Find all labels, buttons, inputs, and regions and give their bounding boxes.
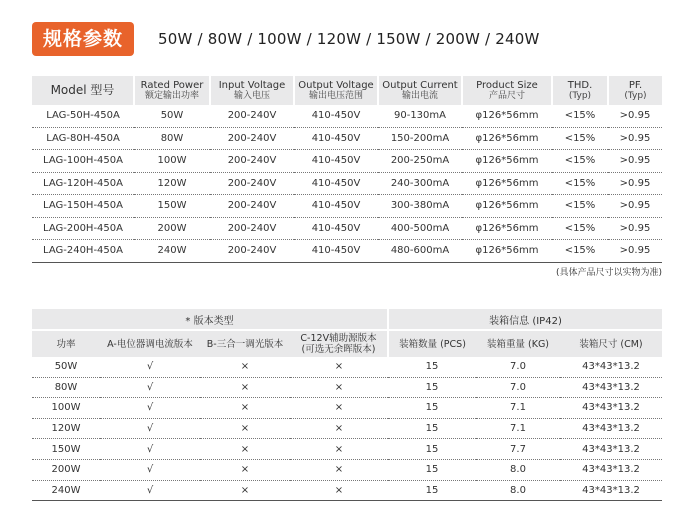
cell-thd: <15% — [552, 240, 608, 263]
check-mark: √ — [100, 480, 200, 501]
cell-box-quantity: 15 — [388, 357, 476, 377]
version-type-group: * 版本类型 — [32, 309, 388, 330]
cell-box-size: 43*43*13.2 — [560, 377, 662, 398]
cell-box-quantity: 15 — [388, 459, 476, 480]
cell-box-quantity: 15 — [388, 418, 476, 439]
section-header — [32, 22, 662, 58]
cell-product-size: φ126*56mm — [462, 240, 552, 263]
spec-header-row — [32, 76, 662, 105]
table-row — [32, 217, 662, 240]
cell-thd: <15% — [552, 127, 608, 150]
cell-input-voltage: 200-240V — [210, 127, 294, 150]
cell-product-size: φ126*56mm — [462, 217, 552, 240]
cell-model: LAG-100H-450A — [32, 150, 134, 173]
header-product-size: Product Size 产品尺寸 — [462, 76, 552, 105]
cell-output-current: 400-500mA — [378, 217, 462, 240]
cell-pf: >0.95 — [608, 240, 662, 263]
cross-mark: × — [200, 439, 290, 460]
table-row — [32, 357, 662, 377]
cell-product-size: φ126*56mm — [462, 150, 552, 173]
cell-power: 200W — [32, 459, 100, 480]
cell-box-quantity: 15 — [388, 480, 476, 501]
cell-output-voltage: 410-450V — [294, 217, 378, 240]
cell-box-weight: 7.0 — [476, 357, 560, 377]
packing-header-row — [32, 330, 662, 357]
cell-box-size: 43*43*13.2 — [560, 480, 662, 501]
check-mark: √ — [100, 418, 200, 439]
header-input-voltage: Input Voltage 输入电压 — [210, 76, 294, 105]
cell-box-size: 43*43*13.2 — [560, 398, 662, 419]
check-mark: √ — [100, 357, 200, 377]
cell-product-size: φ126*56mm — [462, 127, 552, 150]
table-row — [32, 398, 662, 419]
cell-model: LAG-50H-450A — [32, 105, 134, 127]
table-row — [32, 127, 662, 150]
cross-mark: × — [200, 418, 290, 439]
packing-group-row — [32, 309, 662, 330]
cell-thd: <15% — [552, 105, 608, 127]
cell-input-voltage: 200-240V — [210, 240, 294, 263]
table-row — [32, 172, 662, 195]
check-mark: √ — [100, 398, 200, 419]
cross-mark: × — [290, 480, 388, 501]
cross-mark: × — [200, 357, 290, 377]
cell-power: 100W — [32, 398, 100, 419]
check-mark: √ — [100, 377, 200, 398]
cross-mark: × — [290, 398, 388, 419]
cell-product-size: φ126*56mm — [462, 195, 552, 218]
cell-output-current: 150-200mA — [378, 127, 462, 150]
header-model: Model 型号 — [32, 76, 134, 105]
cell-model: LAG-120H-450A — [32, 172, 134, 195]
cell-thd: <15% — [552, 172, 608, 195]
cell-output-current: 90-130mA — [378, 105, 462, 127]
size-footnote: (具体产品尺寸以实物为准) — [555, 268, 662, 278]
table-row — [32, 240, 662, 263]
cell-box-quantity: 15 — [388, 398, 476, 419]
table-row — [32, 418, 662, 439]
table-row — [32, 150, 662, 173]
cell-output-voltage: 410-450V — [294, 150, 378, 173]
cross-mark: × — [290, 377, 388, 398]
cell-input-voltage: 200-240V — [210, 217, 294, 240]
cell-output-current: 200-250mA — [378, 150, 462, 173]
cell-rated-power: 200W — [134, 217, 210, 240]
check-mark: √ — [100, 459, 200, 480]
cell-rated-power: 80W — [134, 127, 210, 150]
table-row — [32, 377, 662, 398]
cell-power: 80W — [32, 377, 100, 398]
cell-pf: >0.95 — [608, 172, 662, 195]
cell-output-voltage: 410-450V — [294, 172, 378, 195]
cross-mark: × — [290, 357, 388, 377]
cell-box-weight: 8.0 — [476, 459, 560, 480]
cell-output-current: 240-300mA — [378, 172, 462, 195]
cell-power: 240W — [32, 480, 100, 501]
cell-product-size: φ126*56mm — [462, 105, 552, 127]
cross-mark: × — [200, 377, 290, 398]
table-row — [32, 439, 662, 460]
cell-output-voltage: 410-450V — [294, 105, 378, 127]
header-version-b: B-三合一调光版本 — [200, 330, 290, 357]
cell-rated-power: 100W — [134, 150, 210, 173]
cell-input-voltage: 200-240V — [210, 195, 294, 218]
cell-box-quantity: 15 — [388, 377, 476, 398]
cell-model: LAG-80H-450A — [32, 127, 134, 150]
cell-pf: >0.95 — [608, 127, 662, 150]
header-rated-power: Rated Power 额定输出功率 — [134, 76, 210, 105]
cell-output-current: 300-380mA — [378, 195, 462, 218]
cell-power: 120W — [32, 418, 100, 439]
cross-mark: × — [200, 480, 290, 501]
cell-model: LAG-240H-450A — [32, 240, 134, 263]
cell-box-size: 43*43*13.2 — [560, 418, 662, 439]
header-thd: THD. (Typ) — [552, 76, 608, 105]
header-output-voltage: Output Voltage 输出电压范围 — [294, 76, 378, 105]
cross-mark: × — [290, 459, 388, 480]
cell-box-weight: 7.1 — [476, 398, 560, 419]
cell-box-size: 43*43*13.2 — [560, 439, 662, 460]
cell-box-weight: 8.0 — [476, 480, 560, 501]
header-pf: PF. (Typ) — [608, 76, 662, 105]
cell-thd: <15% — [552, 217, 608, 240]
cell-output-voltage: 410-450V — [294, 127, 378, 150]
cell-thd: <15% — [552, 150, 608, 173]
cell-rated-power: 240W — [134, 240, 210, 263]
header-output-current: Output Current 输出电流 — [378, 76, 462, 105]
cell-input-voltage: 200-240V — [210, 150, 294, 173]
section-title-badge: 规格参数 — [32, 22, 134, 56]
cell-output-voltage: 410-450V — [294, 240, 378, 263]
cell-model: LAG-150H-450A — [32, 195, 134, 218]
header-box-quantity: 装箱数量 (PCS) — [388, 330, 476, 357]
cell-output-current: 480-600mA — [378, 240, 462, 263]
cell-model: LAG-200H-450A — [32, 217, 134, 240]
cell-rated-power: 120W — [134, 172, 210, 195]
cell-rated-power: 150W — [134, 195, 210, 218]
cell-pf: >0.95 — [608, 150, 662, 173]
cell-product-size: φ126*56mm — [462, 172, 552, 195]
table-row — [32, 105, 662, 127]
cell-pf: >0.95 — [608, 217, 662, 240]
packing-table — [32, 309, 662, 501]
cell-pf: >0.95 — [608, 195, 662, 218]
cell-box-size: 43*43*13.2 — [560, 459, 662, 480]
spec-table — [32, 76, 662, 263]
cell-power: 150W — [32, 439, 100, 460]
header-box-weight: 装箱重量 (KG) — [476, 330, 560, 357]
cell-input-voltage: 200-240V — [210, 105, 294, 127]
cell-box-weight: 7.7 — [476, 439, 560, 460]
cell-box-weight: 7.1 — [476, 418, 560, 439]
cell-thd: <15% — [552, 195, 608, 218]
header-version-a: A-电位器调电流版本 — [100, 330, 200, 357]
cross-mark: × — [200, 459, 290, 480]
cell-rated-power: 50W — [134, 105, 210, 127]
cell-input-voltage: 200-240V — [210, 172, 294, 195]
cell-pf: >0.95 — [608, 105, 662, 127]
table-row — [32, 480, 662, 501]
cross-mark: × — [290, 439, 388, 460]
check-mark: √ — [100, 439, 200, 460]
header-power: 功率 — [32, 330, 100, 357]
table-row — [32, 195, 662, 218]
cell-output-voltage: 410-450V — [294, 195, 378, 218]
cross-mark: × — [200, 398, 290, 419]
wattage-list: 50W / 80W / 100W / 120W / 150W / 200W / 240W — [158, 30, 540, 48]
table-row — [32, 459, 662, 480]
cell-power: 50W — [32, 357, 100, 377]
box-info-group: 装箱信息 (IP42) — [388, 309, 662, 330]
cross-mark: × — [290, 418, 388, 439]
cell-box-weight: 7.0 — [476, 377, 560, 398]
header-version-c: C-12V辅助源版本 (可选无余晖版本) — [290, 330, 388, 357]
cell-box-quantity: 15 — [388, 439, 476, 460]
cell-box-size: 43*43*13.2 — [560, 357, 662, 377]
header-box-size: 装箱尺寸 (CM) — [560, 330, 662, 357]
